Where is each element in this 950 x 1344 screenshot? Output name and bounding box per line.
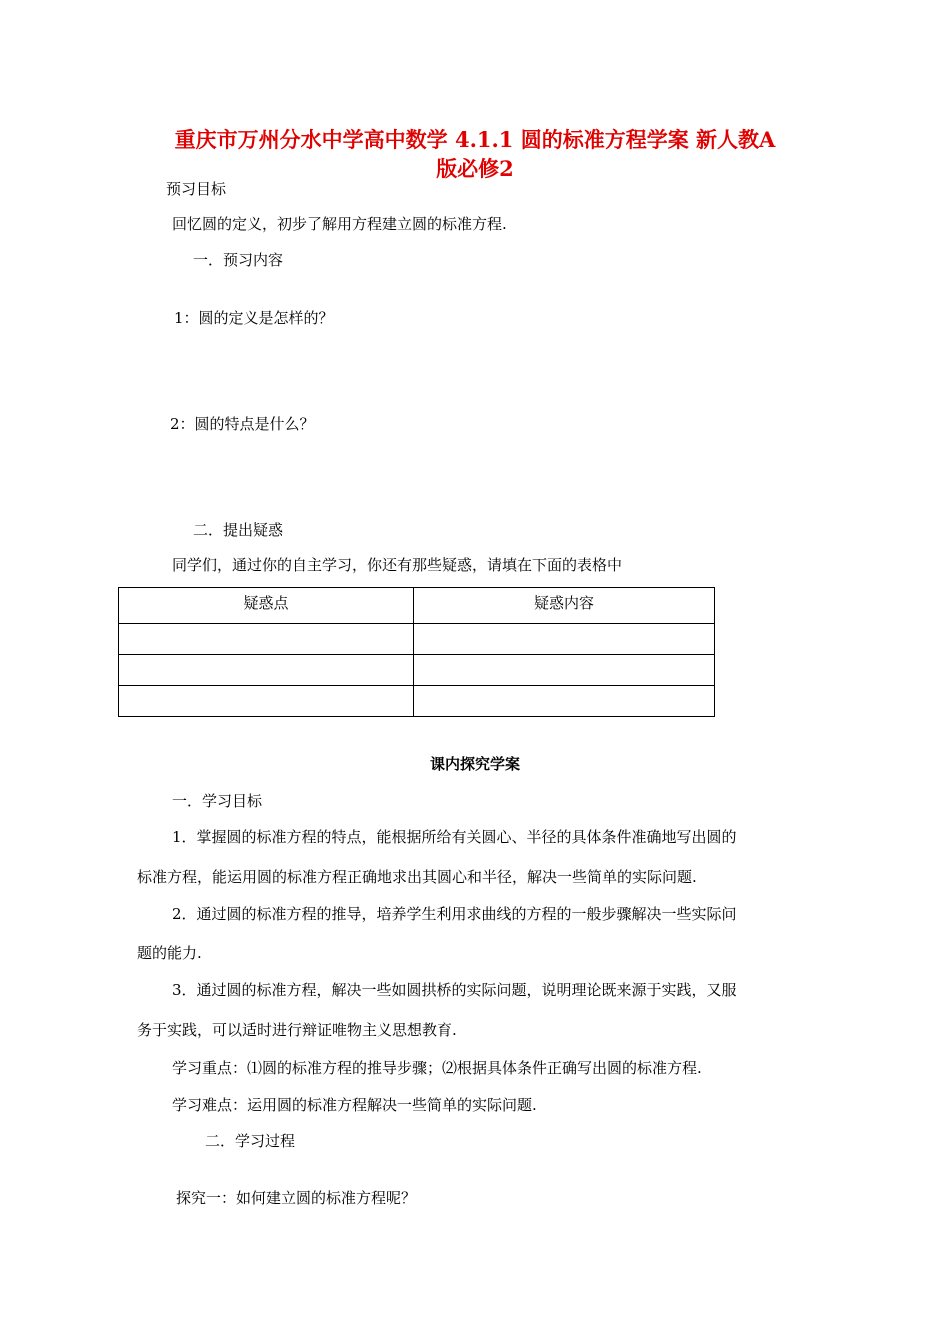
explore-1: 探究一：如何建立圆的标准方程呢？ bbox=[176, 1189, 417, 1207]
objective-3-line-2: 务于实践，可以适时进行辩证唯物主义思想教育. bbox=[137, 1021, 457, 1039]
doubt-table-header-point: 疑惑点 bbox=[119, 588, 414, 624]
objective-2-line-2: 题的能力. bbox=[137, 944, 202, 962]
table-row bbox=[119, 624, 715, 655]
process-heading: 二．学习过程 bbox=[205, 1132, 296, 1150]
table-cell[interactable] bbox=[414, 655, 715, 686]
key-point: 学习重点：⑴圆的标准方程的推导步骤；⑵根据具体条件正确写出圆的标准方程. bbox=[172, 1059, 702, 1077]
difficulty-point: 学习难点：运用圆的标准方程解决一些简单的实际问题. bbox=[172, 1096, 537, 1114]
inclass-section-title: 课内探究学案 bbox=[429, 755, 520, 773]
doubt-table-header-content: 疑惑内容 bbox=[414, 588, 715, 624]
table-cell[interactable] bbox=[414, 686, 715, 717]
objectives-heading: 一．学习目标 bbox=[172, 792, 263, 810]
preview-goal-text: 回忆圆的定义，初步了解用方程建立圆的标准方程. bbox=[172, 215, 507, 233]
table-cell[interactable] bbox=[119, 686, 414, 717]
objective-1-line-1: 1．掌握圆的标准方程的特点，能根据所给有关圆心、半径的具体条件准确地写出圆的 bbox=[172, 828, 737, 846]
table-cell[interactable] bbox=[119, 655, 414, 686]
preview-goal-heading: 预习目标 bbox=[166, 180, 227, 198]
doubt-intro: 同学们，通过你的自主学习，你还有那些疑惑，请填在下面的表格中 bbox=[172, 556, 623, 574]
doubt-table-header-row bbox=[119, 588, 715, 624]
objective-1-line-2: 标准方程，能运用圆的标准方程正确地求出其圆心和半径，解决一些简单的实际问题. bbox=[137, 868, 697, 886]
document-title-line1: 重庆市万州分水中学高中数学 4.1.1 圆的标准方程学案 新人教A bbox=[174, 127, 776, 152]
preview-content-heading: 一．预习内容 bbox=[193, 251, 284, 269]
preview-question-1: 1：圆的定义是怎样的？ bbox=[174, 309, 334, 327]
preview-question-2: 2：圆的特点是什么？ bbox=[170, 415, 315, 433]
objective-2-line-1: 2．通过圆的标准方程的推导，培养学生利用求曲线的方程的一般步骤解决一些实际问 bbox=[172, 905, 737, 923]
table-row bbox=[119, 686, 715, 717]
doubt-table bbox=[118, 587, 715, 717]
table-row bbox=[119, 655, 715, 686]
table-cell[interactable] bbox=[119, 624, 414, 655]
table-cell[interactable] bbox=[414, 624, 715, 655]
objective-3-line-1: 3．通过圆的标准方程，解决一些如圆拱桥的实际问题，说明理论既来源于实践，又服 bbox=[172, 981, 737, 999]
doubt-heading: 二．提出疑惑 bbox=[193, 521, 284, 539]
document-title-line2: 版必修2 bbox=[436, 156, 514, 181]
